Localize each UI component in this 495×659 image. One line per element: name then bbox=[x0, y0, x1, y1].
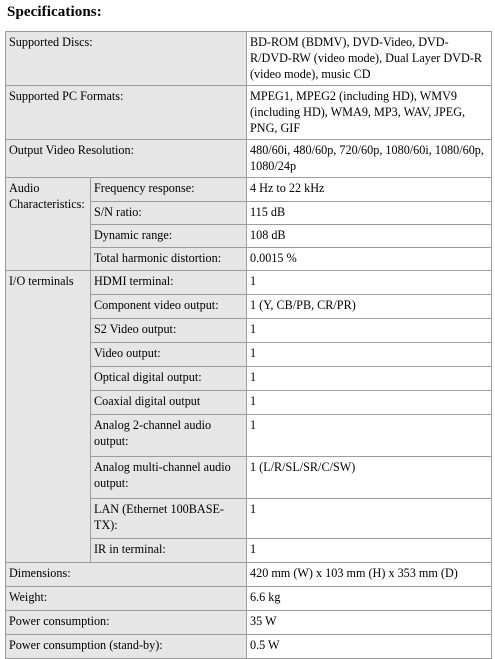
group-label-io: I/O terminals bbox=[6, 271, 91, 563]
sub-value: 108 dB bbox=[247, 225, 492, 248]
table-row bbox=[6, 32, 492, 86]
row-value: 420 mm (W) x 103 mm (H) x 353 mm (D) bbox=[247, 563, 492, 587]
sub-label: IR in terminal: bbox=[91, 539, 247, 563]
row-label: Dimensions: bbox=[6, 563, 247, 587]
sub-value: 1 bbox=[247, 367, 492, 391]
sub-label: Dynamic range: bbox=[91, 225, 247, 248]
table-row bbox=[6, 86, 492, 140]
sub-value: 4 Hz to 22 kHz bbox=[247, 178, 492, 202]
table-row bbox=[6, 635, 492, 659]
sub-value: 1 bbox=[247, 391, 492, 415]
sub-value: 1 bbox=[247, 343, 492, 367]
sub-value: 1 bbox=[247, 319, 492, 343]
row-label: Supported Discs: bbox=[6, 32, 247, 86]
sub-label: Coaxial digital output bbox=[91, 391, 247, 415]
page-title: Specifications: bbox=[7, 4, 102, 20]
sub-label: Frequency response: bbox=[91, 178, 247, 202]
sub-label: Optical digital output: bbox=[91, 367, 247, 391]
table-row bbox=[6, 178, 492, 202]
table-row bbox=[6, 271, 492, 295]
sub-value: 1 bbox=[247, 415, 492, 457]
sub-label: Analog multi-channel audio output: bbox=[91, 457, 247, 499]
sub-value: 1 (L/R/SL/SR/C/SW) bbox=[247, 457, 492, 499]
sub-value: 115 dB bbox=[247, 202, 492, 225]
sub-label: Total harmonic distortion: bbox=[91, 248, 247, 271]
table-row bbox=[6, 140, 492, 178]
sub-value: 0.0015 % bbox=[247, 248, 492, 271]
sub-value: 1 (Y, CB/PB, CR/PR) bbox=[247, 295, 492, 319]
row-label: Weight: bbox=[6, 587, 247, 611]
sub-value: 1 bbox=[247, 539, 492, 563]
sub-value: 1 bbox=[247, 499, 492, 539]
sub-label: Analog 2-channel audio output: bbox=[91, 415, 247, 457]
sub-label: S/N ratio: bbox=[91, 202, 247, 225]
sub-label: LAN (Ethernet 100BASE-TX): bbox=[91, 499, 247, 539]
row-label: Output Video Resolution: bbox=[6, 140, 247, 178]
group-label-audio: Audio Characteristics: bbox=[6, 178, 91, 271]
sub-value: 1 bbox=[247, 271, 492, 295]
table-row bbox=[6, 587, 492, 611]
sub-label: Component video output: bbox=[91, 295, 247, 319]
row-value: 6.6 kg bbox=[247, 587, 492, 611]
sub-label: Video output: bbox=[91, 343, 247, 367]
row-label: Power consumption: bbox=[6, 611, 247, 635]
spec-table bbox=[5, 31, 492, 659]
row-value: MPEG1, MPEG2 (including HD), WMV9 (including HD), WMA9, MP3, WAV, JPEG, PNG, GIF bbox=[247, 86, 492, 140]
row-label: Power consumption (stand-by): bbox=[6, 635, 247, 659]
row-value: 35 W bbox=[247, 611, 492, 635]
table-row bbox=[6, 563, 492, 587]
row-value: 0.5 W bbox=[247, 635, 492, 659]
table-row bbox=[6, 611, 492, 635]
sub-label: S2 Video output: bbox=[91, 319, 247, 343]
sub-label: HDMI terminal: bbox=[91, 271, 247, 295]
row-value: BD-ROM (BDMV), DVD-Video, DVD-R/DVD-RW (video mode), Dual Layer DVD-R (video mode), music CD bbox=[247, 32, 492, 86]
row-label: Supported PC Formats: bbox=[6, 86, 247, 140]
row-value: 480/60i, 480/60p, 720/60p, 1080/60i, 1080/60p, 1080/24p bbox=[247, 140, 492, 178]
